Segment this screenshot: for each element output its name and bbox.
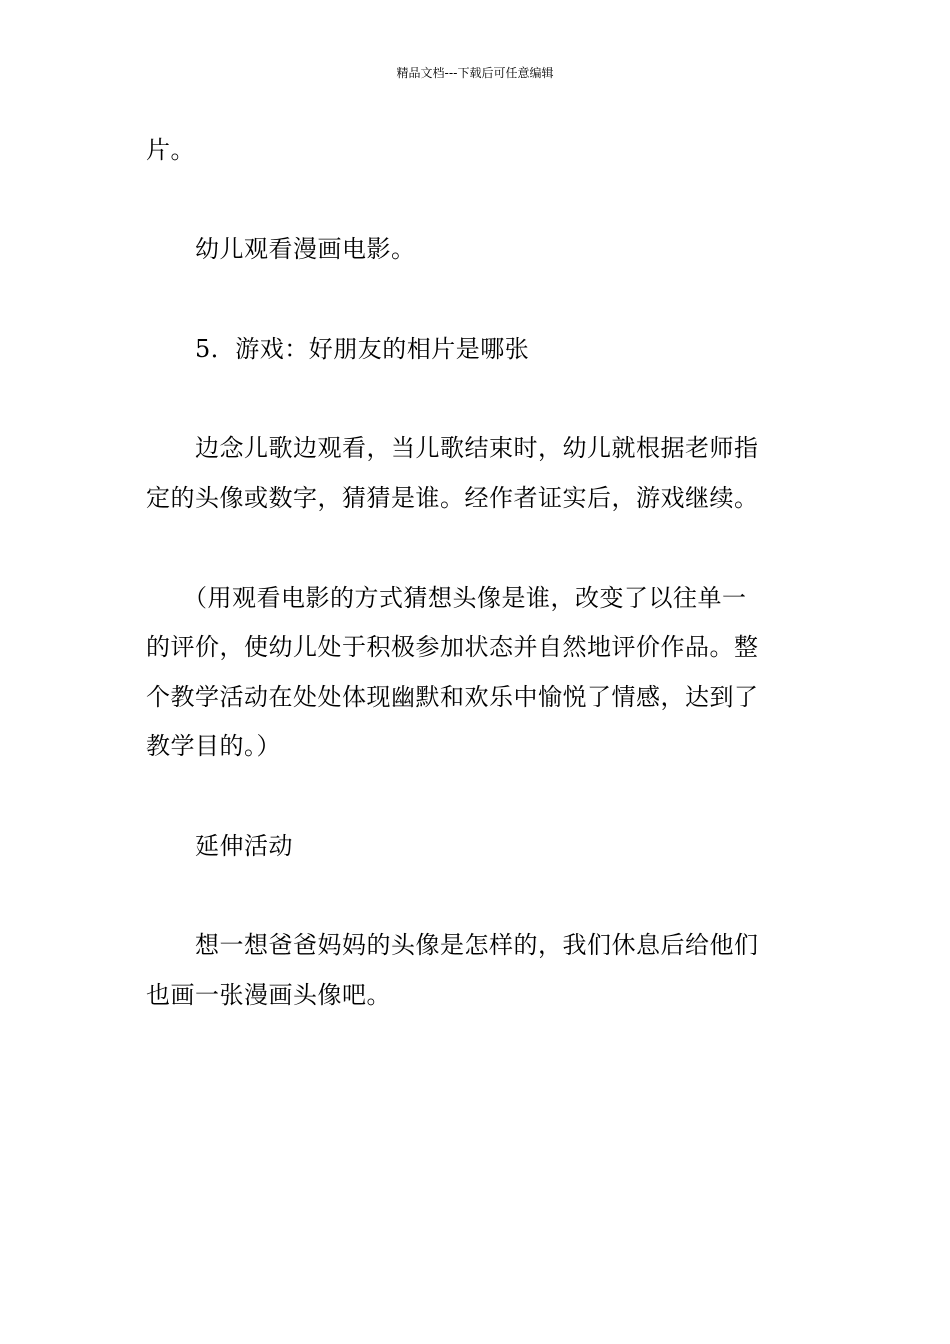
text-line-4: 边念儿歌边观看，当儿歌结束时，幼儿就根据老师指 — [146, 434, 759, 462]
text-line-10: 延伸活动 — [146, 832, 293, 860]
text-line-8: 个教学活动在处处体现幽默和欢乐中愉悦了情感，达到了 — [146, 683, 759, 711]
text-line-11: 想一想爸爸妈妈的头像是怎样的，我们休息后给他们 — [146, 931, 759, 959]
text-line-6: （用观看电影的方式猜想头像是谁，改变了以往单一 — [146, 584, 747, 612]
text-line-5: 定的头像或数字，猜猜是谁。经作者证实后，游戏继续。 — [146, 484, 759, 512]
text-line-3: 5．游戏：好朋友的相片是哪张 — [146, 335, 530, 363]
text-line-2: 幼儿观看漫画电影。 — [146, 235, 416, 263]
text-line-9: 教学目的。） — [146, 732, 281, 760]
text-line-1: 片。 — [146, 136, 195, 164]
text-line-12: 也画一张漫画头像吧。 — [146, 981, 391, 1009]
text-line-7: 的评价，使幼儿处于积极参加状态并自然地评价作品。整 — [146, 633, 759, 661]
page-header: 精品文档---下载后可任意编辑 — [396, 66, 554, 80]
